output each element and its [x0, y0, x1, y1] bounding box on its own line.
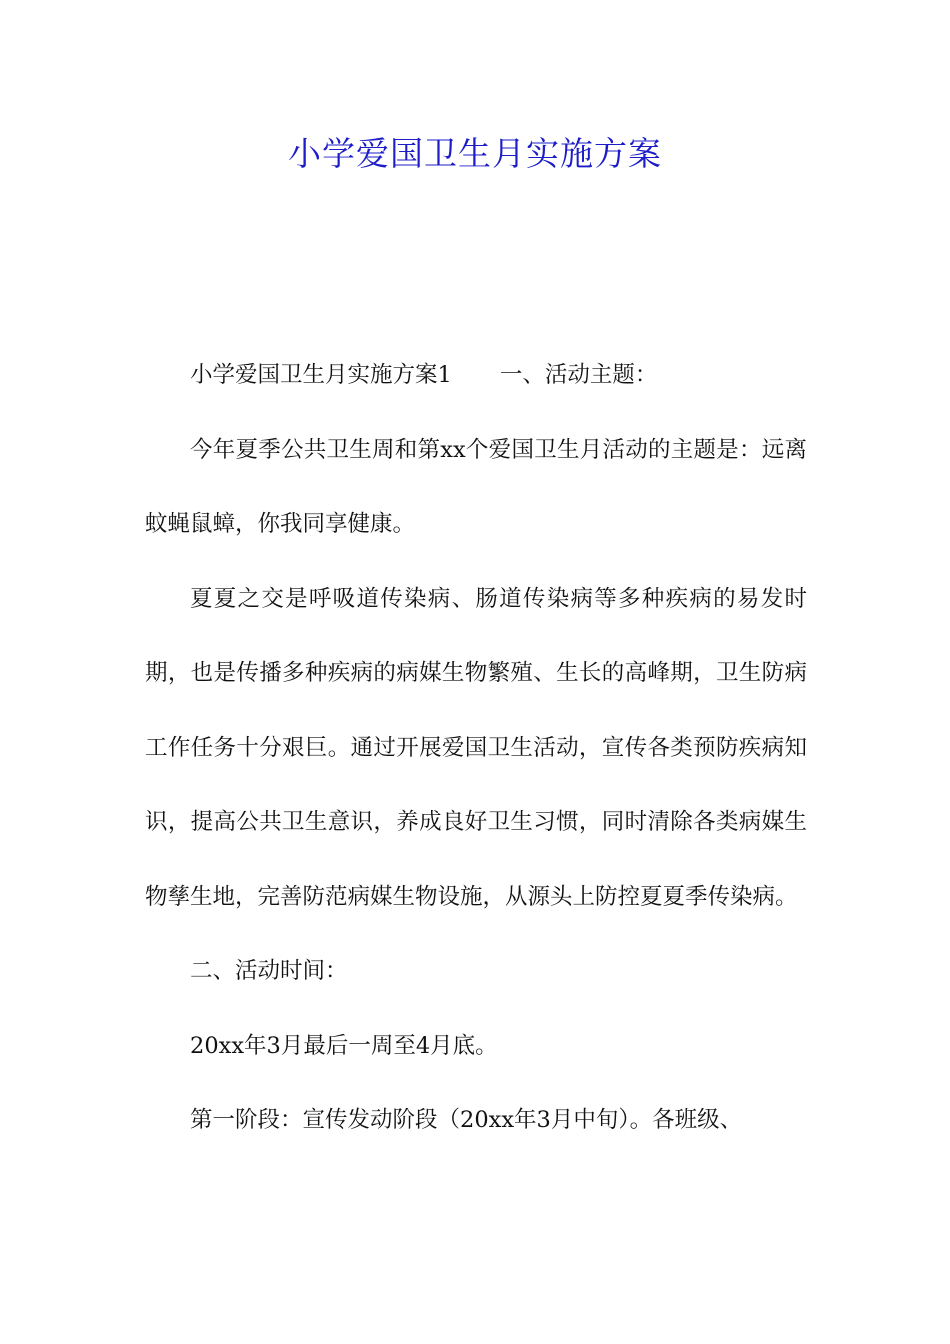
document-body [145, 338, 807, 1158]
paragraph-time: 20xx年3月最后一周至4月底。 [190, 1032, 498, 1059]
paragraph-theme: 今年夏季公共卫生周和第xx个爱国卫生月活动的主题是：远离蚊蝇鼠蟑，你我同享健康。 [145, 436, 807, 537]
document-title: 小学爱国卫生月实施方案 [288, 134, 662, 173]
paragraph-stage-one: 第一阶段：宣传发动阶段（20xx年3月中旬）。各班级、 [190, 1107, 743, 1133]
section-heading-time: 二、活动时间： [190, 958, 348, 984]
plan-subtitle: 小学爱国卫生月实施方案1 [190, 362, 452, 388]
section-heading-theme: 一、活动主题： [499, 362, 658, 388]
paragraph-heading-1 [145, 338, 807, 413]
paragraph-background: 夏夏之交是呼吸道传染病、肠道传染病等多种疾病的易发时期，也是传播多种疾病的病媒生物繁殖、生长的高峰期，卫生防病工作任务十分艰巨。通过开展爱国卫生活动，宣传各类预防疾病知识，提高公共卫生意识，养成良好卫生习惯，同时清除各类病媒生物孳生地，完善防范病媒生物设施，从源头上防控夏夏季传染病。 [145, 585, 807, 910]
